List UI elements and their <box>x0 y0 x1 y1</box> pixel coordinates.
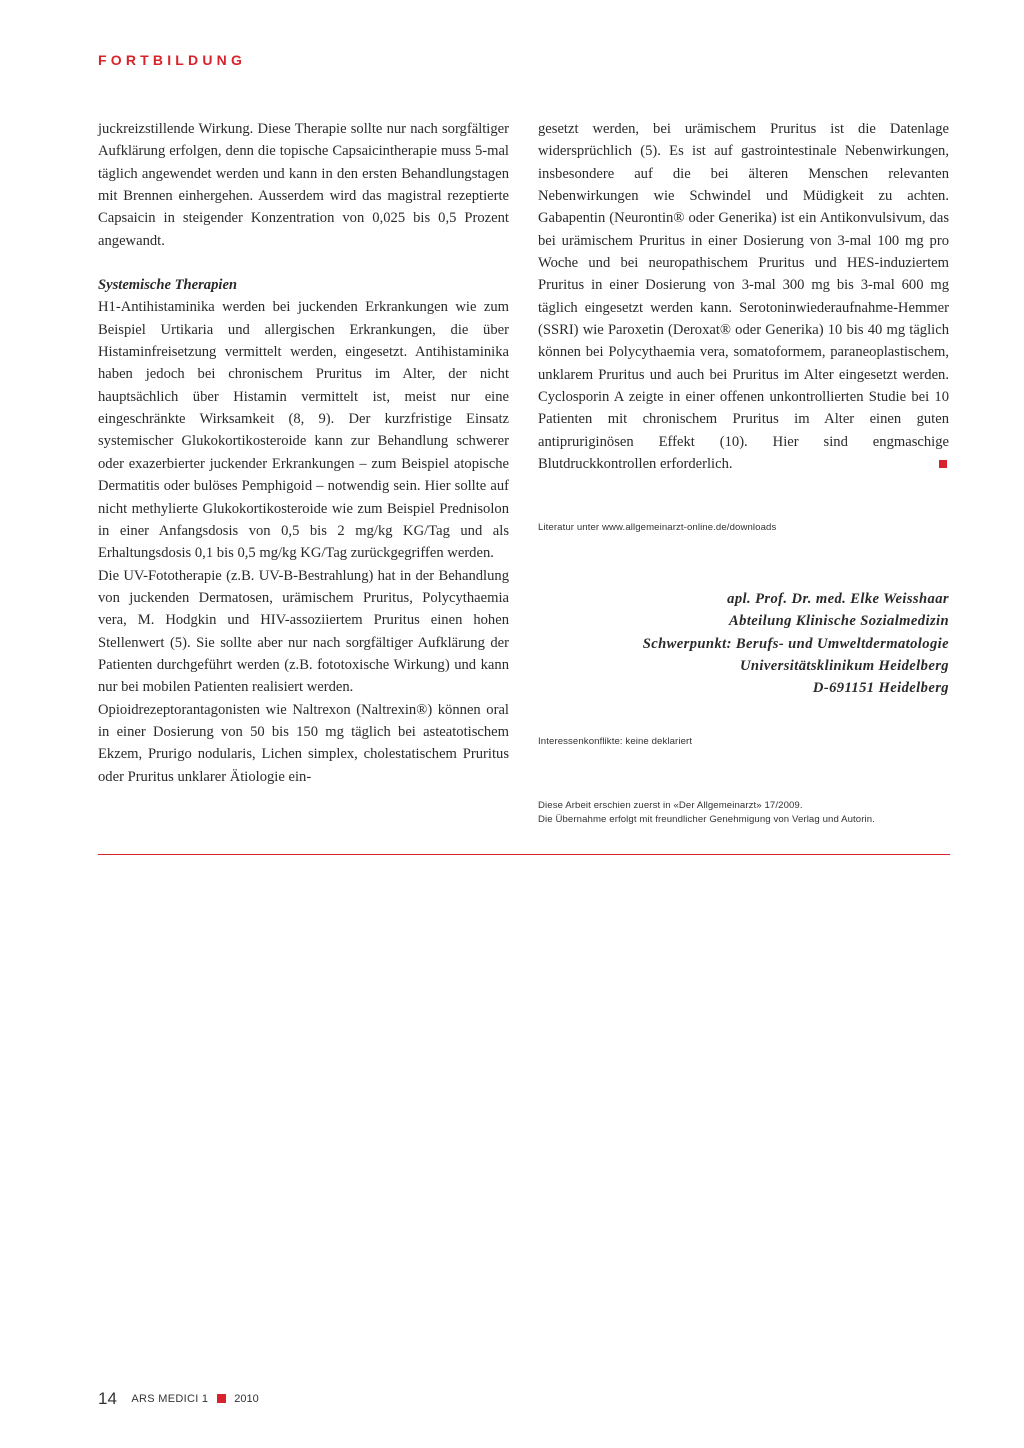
publication-note-line: Die Übernahme erfolgt mit freundlicher Genehmigung von Verlag und Autorin. <box>538 813 875 825</box>
author-department: Abteilung Klinische Sozialmedizin <box>729 613 949 630</box>
subheading: Systemische Therapien <box>98 277 238 294</box>
paragraph: H1-Antihistaminika werden bei juckenden Erkrankungen wie zum Beispiel Urtikaria und allergischen Erkrankungen, die über Histaminfreisetzung vermittelt werden, eingesetzt. Antihistaminika haben jedoch bei chronischem Pruritus im Alter, der nicht hauptsächlich über Histamin vermittelt ist, meist nur eine eingeschränkte Wirksamkeit (8, 9). Der kurzfristige Einsatz systemischer Glukokortikosteroide kann zur Behandlung schwerer oder exazerbierter juckender Erkrankungen – zum Beispiel atopische Dermatitis oder bulöses Pemphigoid – notwendig sein. Hier sollte auf nicht methylierte Glukokortikosteroide wie zum Beispiel Prednisolon in einer Anfangsdosis von 0,5 bis 2 mg/kg KG/Tag und als Erhaltungsdosis 0,1 bis 0,5 mg/kg KG/Tag zurückgegriffen werden. <box>98 299 509 562</box>
paragraph <box>538 118 949 476</box>
author-address: D-691151 Heidelberg <box>812 680 949 697</box>
issue-year: 2010 <box>234 1393 259 1405</box>
right-column <box>538 118 949 476</box>
square-separator-icon <box>217 1394 226 1403</box>
divider-rule <box>98 854 950 855</box>
paragraph-text: gesetzt werden, bei urämischem Pruritus ist die Datenlage widersprüchlich (5). Es ist auf gastrointestinale Nebenwirkungen, insbesondere auf die bei älteren Menschen relevanten Nebenwirkungen wie Schwindel und Müdigkeit zu achten. Gabapentin (Neurontin® oder Generika) ist ein Antikonvulsivum, das bei urämischem Pruritus in einer Dosierung von 3-mal 100 mg pro Woche und bei neuropathischem Pruritus und HES-induziertem Pruritus in einer Dosierung von 3-mal 300 mg bis 3-mal 600 mg täglich eingesetzt werden kann. Serotoninwiederaufnahme-Hemmer (SSRI) wie Paroxetin (Deroxat® oder Generika) 10 bis 40 mg täglich können bei Polycythaemia vera, somatoformem, paraneoplastischem, unklarem Pruritus und auch bei Pruritus im Alter eingesetzt werden. Cyclosporin A zeigte in einer offenen unkontrollierten Studie bei 10 Patienten mit chronischem Pruritus im Alter einen guten antipruriginösen Effekt (10). Hier sind engmaschige Blutdruckkontrollen erforderlich. <box>538 121 949 473</box>
paragraph: Opioidrezeptorantagonisten wie Naltrexon (Naltrexin®) können oral in einer Dosierung von 50 bis 150 mg täglich bei asteatotischem Ekzem, Prurigo nodularis, Lichen simplex, cholestatischem Pruritus oder Pruritus unklarer Ätiologie ein- <box>98 701 509 785</box>
literature-note: Literatur unter www.allgemeinarzt-online.de/downloads <box>538 522 777 533</box>
publication-note <box>538 799 949 826</box>
section-label: FORTBILDUNG <box>98 52 247 68</box>
page-number: 14 <box>98 1389 117 1408</box>
paragraph: Die UV-Fototherapie (z.B. UV-B-Bestrahlung) hat in der Behandlung von juckenden Dermatosen, urämischem Pruritus, Polycythaemia vera, M. Hodgkin und HIV-assoziiertem Pruritus einen hohen Stellenwert (5). Sie sollte aber nur nach sorgfältiger Aufklärung der Patienten durchgeführt werden (z.B. fototoxische Wirkung) und kann nur bei mobilen Patienten realisiert werden. <box>98 567 509 696</box>
conflict-of-interest-note: Interessenkonflikte: keine deklariert <box>538 736 693 747</box>
author-focus: Schwerpunkt: Berufs- und Umweltdermatologie <box>642 635 949 652</box>
author-institution: Universitätsklinikum Heidelberg <box>739 658 949 675</box>
left-column <box>98 118 509 788</box>
author-name: apl. Prof. Dr. med. Elke Weisshaar <box>727 591 949 607</box>
author-block <box>538 588 949 700</box>
magazine-name: ARS MEDICI 1 <box>131 1393 209 1405</box>
page-footer <box>98 1389 259 1409</box>
publication-note-line: Diese Arbeit erschien zuerst in «Der Allgemeinarzt» 17/2009. <box>538 800 803 811</box>
end-of-article-square-icon <box>939 460 947 468</box>
paragraph: juckreizstillende Wirkung. Diese Therapie sollte nur nach sorgfältiger Aufklärung erfolgen, denn die topische Capsaicintherapie muss 5-mal täglich angewendet werden und kann in den ersten Behandlungstagen mit Brennen einhergehen. Ausserdem wird das magistral rezeptierte Capsaicin in steigender Konzentration von 0,025 bis 0,5 Prozent angewandt. <box>98 121 509 249</box>
